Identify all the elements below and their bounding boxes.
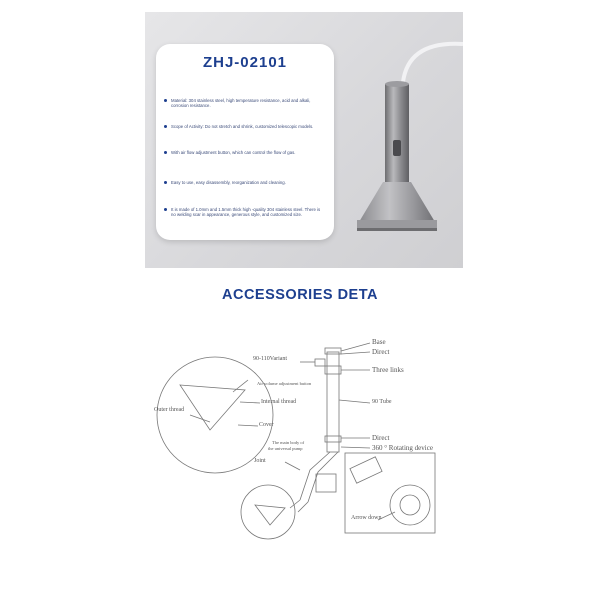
spec-text: Scope of Activity: Do not stretch and shrink, customized telescopic models. [171,124,314,129]
spec-text: Material: 304 stainless steel, high temperature resistance, acid and alkali, corrosion resistance. [171,98,311,109]
label-rotating-device: 360 ° Rotating device [372,444,433,452]
label-air-volume: Air volume adjustment button [257,381,312,386]
spec-text: Easy to use, easy disassembly, reorganization and cleaning. [171,180,286,185]
section-heading: ACCESSORIES DETA [222,287,378,303]
spec-text: With air flow adjustment button, which can control the flow of gas. [171,150,296,155]
label-joint: Joint [254,458,266,464]
label-main-body-1: The main body of [272,440,305,445]
label-variant: 90-110Variant [253,356,288,362]
label-main-body-2: the universal pump [268,446,303,451]
spec-text: It is made of 1.0mm and 1.5mm thick high -quality 304 stainless steel. There is no welding scar in appearance, generous style, and customized size. [171,207,321,218]
label-direct-top: Direct [372,348,390,356]
label-arrow-down: Arrow down [351,515,382,521]
label-internal-thread: Internal thread [261,399,297,405]
label-tube: 90 Tube [372,399,392,405]
model-title: ZHJ-02101 [202,54,288,71]
label-cover: Cover [259,422,274,428]
label-three-links: Three links [372,366,404,374]
label-direct-bottom: Direct [372,434,390,442]
label-base: Base [372,338,386,346]
label-outer-thread: Outer thread [154,407,185,413]
